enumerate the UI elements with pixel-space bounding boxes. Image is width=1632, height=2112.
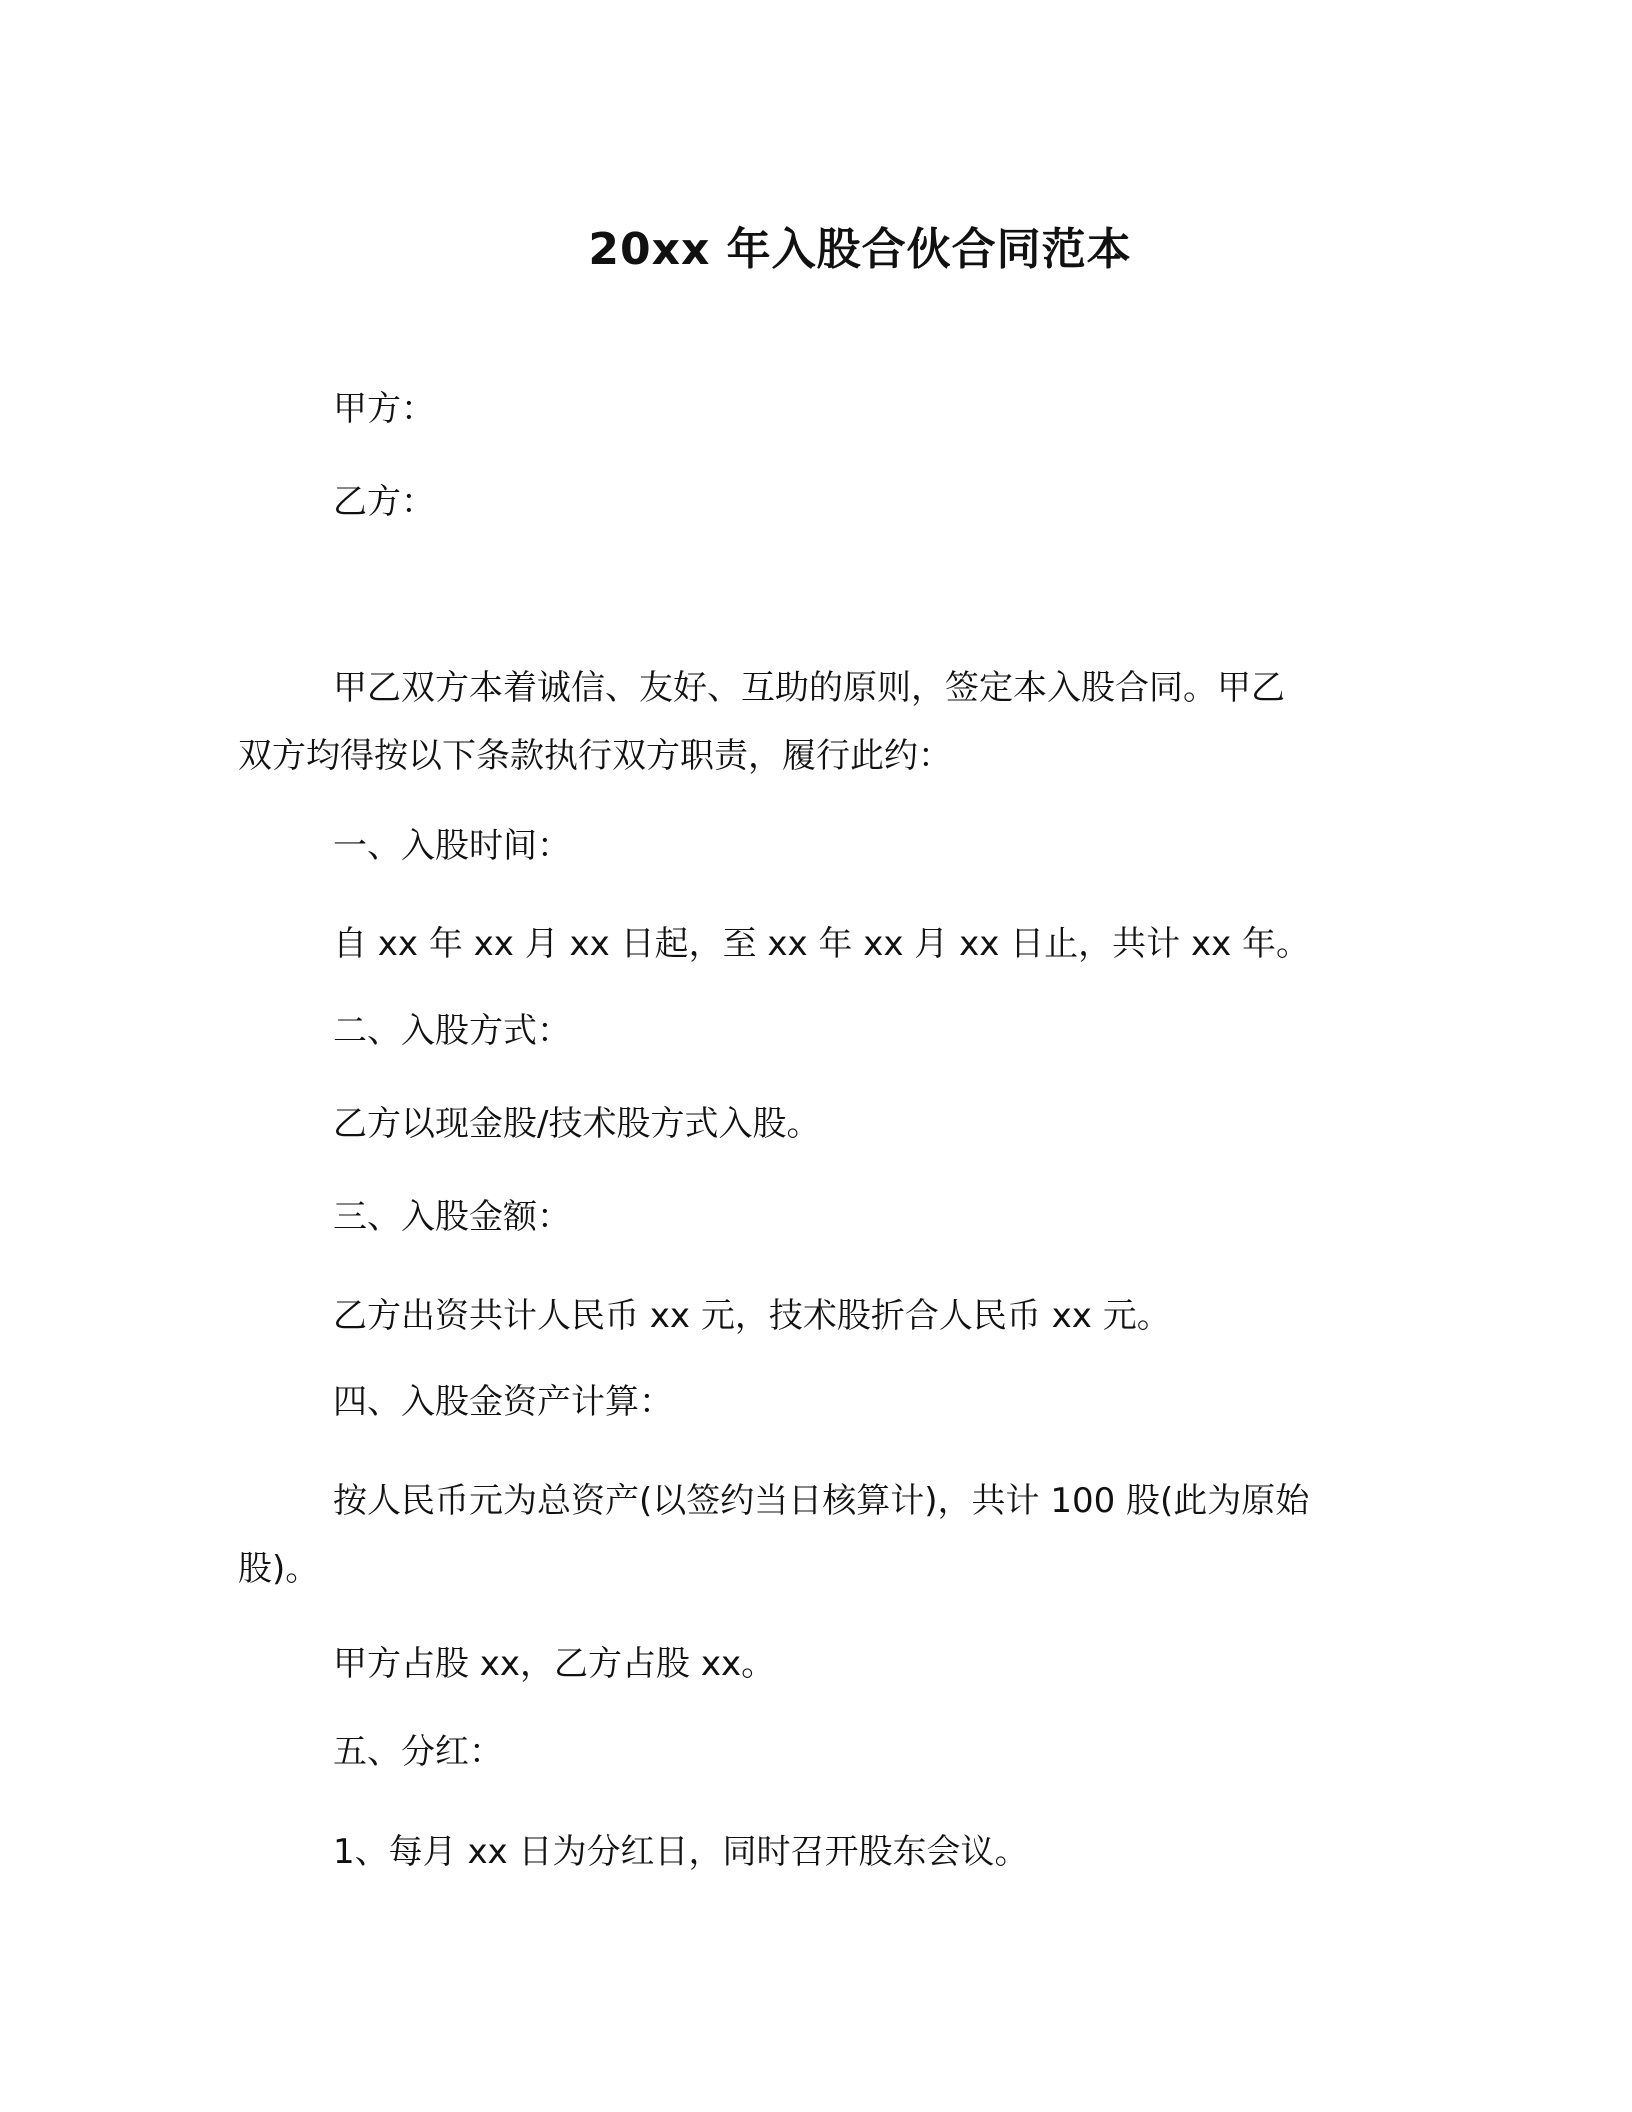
intro-paragraph-line1: 甲乙双方本着诚信、友好、互助的原则，签定本入股合同。甲乙 bbox=[333, 668, 1285, 708]
section-heading-2: 二、入股方式： bbox=[333, 1011, 571, 1051]
section-body-4-line2: 股)。 bbox=[238, 1549, 320, 1589]
section-heading-4: 四、入股金资产计算： bbox=[333, 1382, 673, 1422]
section-heading-5: 五、分红： bbox=[333, 1732, 503, 1772]
intro-paragraph-line2: 双方均得按以下条款执行双方职责，履行此约： bbox=[238, 736, 952, 776]
section-heading-1: 一、入股时间： bbox=[333, 826, 571, 866]
section-item-5-1: 1、每月 xx 日为分红日，同时召开股东会议。 bbox=[333, 1832, 1029, 1872]
section-heading-3: 三、入股金额： bbox=[333, 1197, 571, 1237]
section-body-3: 乙方出资共计人民币 xx 元，技术股折合人民币 xx 元。 bbox=[333, 1296, 1171, 1336]
party-a-label: 甲方： bbox=[333, 389, 435, 429]
section-body-1: 自 xx 年 xx 月 xx 日起，至 xx 年 xx 月 xx 日止，共计 xx 年。 bbox=[333, 924, 1311, 964]
section-body-4-line1: 按人民币元为总资产(以签约当日核算计)，共计 100 股(此为原始 bbox=[333, 1481, 1310, 1521]
section-body-2: 乙方以现金股/技术股方式入股。 bbox=[333, 1104, 821, 1144]
party-b-label: 乙方： bbox=[333, 482, 435, 522]
section-body-4-shares: 甲方占股 xx，乙方占股 xx。 bbox=[333, 1644, 776, 1684]
document-title: 20xx 年入股合伙合同范本 bbox=[588, 224, 1132, 275]
